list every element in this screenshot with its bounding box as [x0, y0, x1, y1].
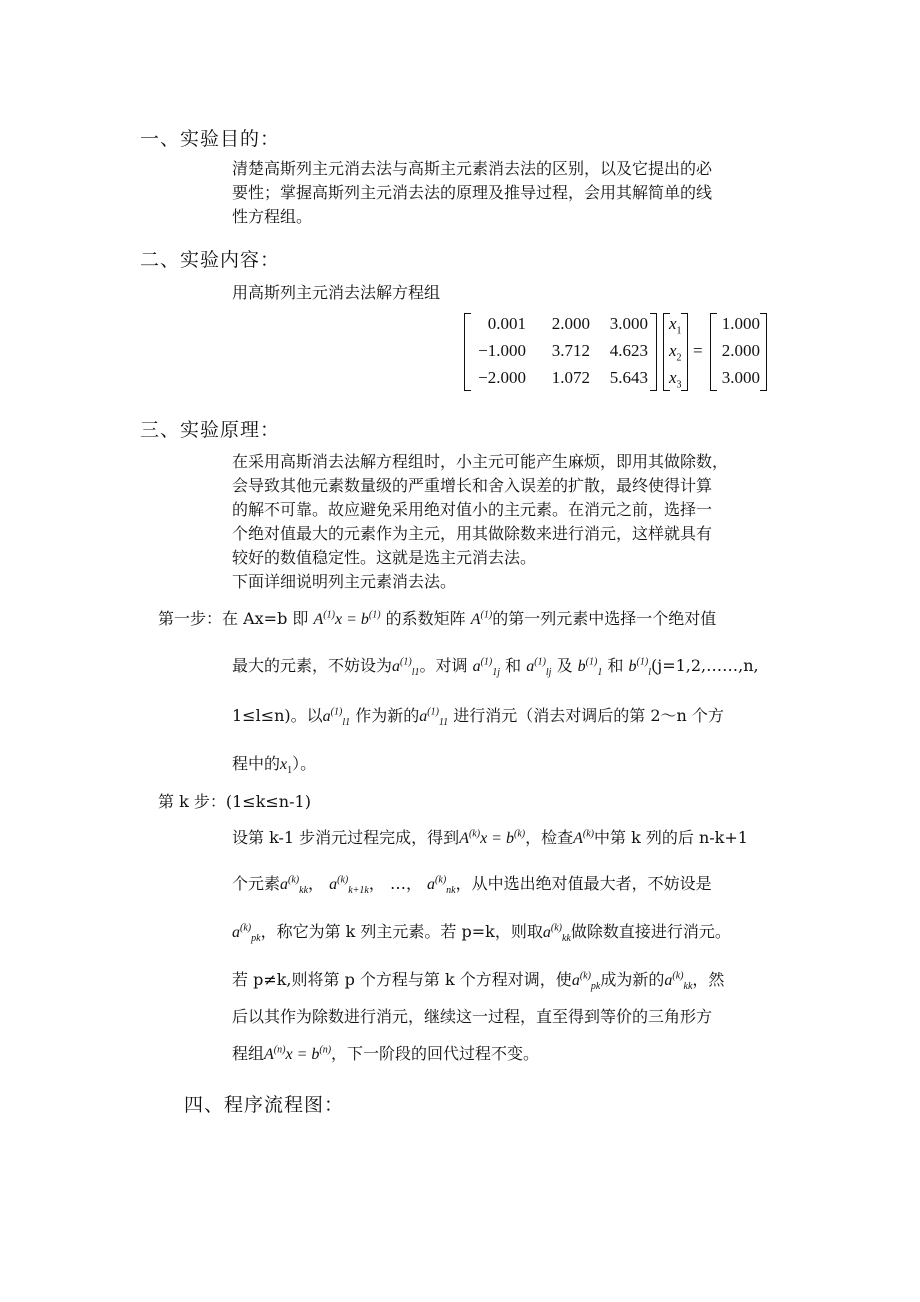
text: 的系数矩阵: [385, 609, 466, 628]
vector-b-cell: 2.000: [721, 341, 760, 360]
math-b-l: $b^{(1)}_l$: [628, 656, 651, 679]
vector-x-right-bracket: [681, 313, 688, 391]
math-a-kk: $a^{(k)}_{kk}$: [542, 922, 571, 945]
math-ak: $A^{(k)}$: [573, 828, 594, 847]
math-b-1: $b^{(1)}_1$: [577, 656, 603, 679]
step-k-line-6: [232, 1042, 539, 1067]
math-a-k1k: $a^{(k)}_{k+1k}$: [329, 874, 369, 897]
vector-x-cell: $x_3$: [669, 368, 682, 391]
vector-b-cell: 3.000: [721, 368, 760, 387]
equals-sign: =: [693, 341, 703, 360]
math-a-kk: $a^{(k)}_{kk}$: [280, 874, 309, 897]
math-a-pk: $a^{(k)}_{pk}$: [232, 922, 261, 945]
paragraph-line: 的解不可靠。故应避免采用绝对值小的主元素。在消元之前，选择一: [232, 500, 713, 519]
math-a1: $A^{(1)}$: [470, 609, 493, 628]
section-3-title: 三、实验原理：: [140, 419, 281, 441]
paragraph-line: 会导致其他元素数量级的严重增长和舍入误差的扩散，最终使得计算: [232, 476, 713, 495]
paragraph-line: 在采用高斯消去法解方程组时，小主元可能产生麻烦，即用其做除数，: [232, 452, 729, 471]
math-a-11: $a^{(1)}_{11}$: [419, 706, 449, 729]
text: 和: [607, 656, 624, 675]
matrix-a-cell: 0.001: [487, 314, 526, 333]
step-1-line-1: [158, 607, 716, 632]
step-k-line-5: 后以其作为除数进行消元，继续这一过程，直至得到等价的三角形方: [232, 1007, 713, 1026]
math-a-lj: $a^{(1)}_{lj}$: [526, 656, 552, 679]
math-x-1: $x_1$: [280, 756, 293, 777]
text: ，然: [692, 970, 725, 989]
text: 最大的元素，不妨设为: [232, 656, 393, 675]
step-k-line-1: [232, 826, 748, 851]
text: 作为新的: [355, 706, 420, 725]
section-4-title: 四、程序流程图：: [184, 1094, 345, 1116]
paragraph-line: 要性；掌握高斯列主元消去法的原理及推导过程，会用其解简单的线: [232, 183, 713, 202]
text: 的第一列元素中选择一个绝对值: [492, 609, 717, 628]
text: ）。: [292, 754, 317, 773]
text: ，: [308, 874, 325, 893]
section-1-body: [232, 157, 712, 229]
matrix-a-cell: 1.072: [551, 368, 590, 387]
text: ，下一阶段的回代过程不变。: [331, 1044, 540, 1063]
step-k-line-2: [232, 872, 712, 897]
math-a-1j: $a^{(1)}_{1j}$: [472, 656, 501, 679]
step-1-label: 第一步：: [158, 609, 223, 628]
matrix-a-cell: −2.000: [478, 368, 526, 387]
paragraph-line: 个绝对值最大的元素作为主元，用其做除数来进行消元，这样就具有: [232, 524, 713, 543]
section-2-body: 用高斯列主元消去法解方程组: [232, 283, 441, 302]
paragraph-line: 性方程组。: [232, 207, 313, 226]
math-a1x-eq-b1: $A^{(1)}x = b^{(1)}$: [313, 609, 381, 628]
section-3-body: [232, 450, 728, 594]
text: 个元素: [232, 874, 281, 893]
text: ，从中选出绝对值最大者，不妨设是: [455, 874, 712, 893]
step-1-line-2: [232, 654, 759, 679]
section-2-title: 二、实验内容：: [140, 249, 281, 271]
vector-b-cell: 1.000: [721, 314, 760, 333]
text: 中第 k 列的后 n-k+1: [594, 828, 748, 847]
text: 做除数直接进行消元。: [570, 922, 731, 941]
text: 及: [556, 656, 573, 675]
math-akx-eq-bk: $A^{(k)}x = b^{(k)}$: [459, 828, 526, 847]
math-anx-eq-bn: $A^{(n)}x = b^{(n)}$: [264, 1044, 332, 1063]
text: 若 p≠k,则将第 p 个方程与第 k 个方程对调，使: [232, 970, 572, 989]
matrix-a-cell: −1.000: [478, 341, 526, 360]
section-1-title: 一、实验目的：: [140, 128, 281, 150]
matrix-a-cell: 4.623: [609, 341, 648, 360]
text: 1≤l≤n)。以: [232, 706, 323, 725]
text: (j=1,2,……,n,: [651, 656, 759, 675]
paragraph-line: 清楚高斯列主元消去法与高斯主元素消去法的区别，以及它提出的必: [232, 159, 713, 178]
text: ，称它为第 k 列主元素。若 p=k，则取: [260, 922, 543, 941]
matrix-a-cell: 3.712: [551, 341, 590, 360]
vector-b-right-bracket: [760, 313, 767, 391]
text: 。对调: [419, 656, 468, 675]
text: ， …，: [368, 874, 422, 893]
matrix-a-cell: 3.000: [609, 314, 648, 333]
text: 设第 k-1 步消元过程完成，得到: [232, 828, 460, 847]
math-a-nk: $a^{(k)}_{nk}$: [427, 874, 456, 897]
matrix-a-cell: 5.643: [609, 368, 648, 387]
step-1-line-3: [232, 704, 724, 729]
step-k-line-3: [232, 920, 731, 945]
text: 在 Ax=b 即: [222, 609, 309, 628]
math-a-kk: $a^{(k)}_{kk}$: [664, 970, 693, 993]
matrix-a-right-bracket: [650, 313, 657, 391]
step-k-label: 第 k 步：(1≤k≤n-1): [158, 792, 311, 811]
text: ，检查: [525, 828, 574, 847]
math-a-pk: $a^{(k)}_{pk}$: [571, 970, 601, 993]
paragraph-line: 下面详细说明列主元素消去法。: [232, 572, 457, 591]
vector-x-cell: $x_2$: [669, 341, 682, 364]
text: 进行消元（消去对调后的第 2～n 个方: [453, 706, 724, 725]
math-a-l1: $a^{(1)}_{l1}$: [322, 706, 351, 729]
matrix-a-cell: 2.000: [551, 314, 590, 333]
step-1-line-4: [232, 752, 316, 777]
step-k-line-4: [232, 968, 724, 993]
vector-x-cell: $x_1$: [669, 314, 682, 337]
paragraph-line: 较好的数值稳定性。这就是选主元消去法。: [232, 548, 537, 567]
text: 成为新的: [600, 970, 665, 989]
math-a-l1: $a^{(1)}_{l1}$: [392, 656, 420, 679]
text: 程中的: [232, 754, 281, 773]
text: 程组: [232, 1044, 265, 1063]
text: 和: [505, 656, 522, 675]
